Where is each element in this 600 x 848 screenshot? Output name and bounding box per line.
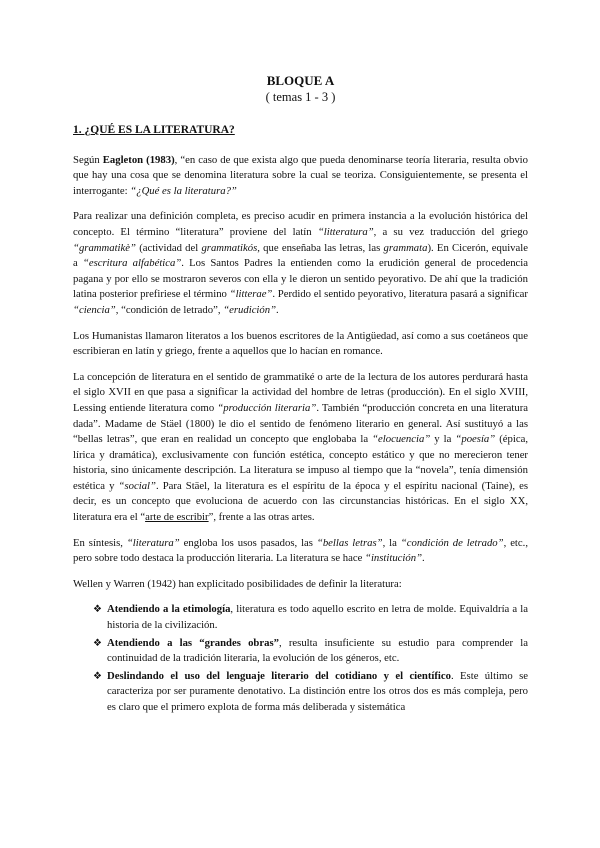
- text-run: . Perdido el sentido peyorativo, literatura pasará a significar: [272, 288, 528, 301]
- italic-term: “condición de letrado”: [400, 536, 504, 549]
- paragraph-5: [73, 536, 528, 567]
- text-run: , que enseñaba las letras, las: [257, 241, 384, 254]
- text-run: , etc., pero sobre todo destaca la producción literaria. La literatura se hace: [73, 536, 528, 565]
- page-subtitle: ( temas 1 - 3 ): [265, 90, 336, 104]
- list-item-lead: Atendiendo a la etimología: [107, 603, 231, 616]
- paragraph-4: [73, 370, 528, 526]
- paragraph-2: [73, 209, 528, 318]
- text-run: , la: [382, 536, 401, 549]
- diamond-bullet-icon: ❖: [93, 637, 102, 649]
- text-run: .: [276, 303, 279, 316]
- text-run: , a su vez traducción del griego: [373, 225, 528, 238]
- diamond-bullet-icon: ❖: [93, 670, 102, 682]
- italic-term: “ciencia”: [73, 303, 116, 316]
- text-run: ). En Cicerón, equivale a: [73, 241, 528, 270]
- list-item: [93, 669, 528, 716]
- text-run: La concepción de literatura en el sentido de grammatiké o arte de la lectura de los autores perdurará hasta el siglo XVII en que pasa a significar la actividad del hombre de letras (producción). En el siglo XVIII, Lessing entiende literatura como: [73, 370, 528, 414]
- text-run: . Los Santos Padres la entienden como la erudición general de procedencia pagana y por ello se mostraron severos con ella y le dieron un sentido peyorativo. De ahí que la tradición latina posterior prefiriese el término: [73, 257, 528, 301]
- text-run: ”, frente a las otras artes.: [208, 511, 315, 524]
- list-item-text: , literatura es todo aquello escrito en letra de molde. Equivaldría a la historia de la civilización.: [107, 603, 529, 632]
- paragraph-3: Los Humanistas llamaron literatos a los buenos escritores de la Antigüedad, así como a sus coetáneos que escribieran en latín y griego, frente a aquellos que lo hacían en romance.: [73, 329, 528, 358]
- document-page: [73, 72, 528, 718]
- text-run: , “condición de letrado”,: [115, 303, 224, 316]
- italic-term: “social”: [118, 479, 156, 492]
- list-item-lead: Deslindando el uso del lenguaje literario del cotidiano y el científico: [107, 669, 451, 682]
- list-item-lead: Atendiendo a las “grandes obras”: [107, 636, 279, 649]
- italic-term: grammatikós: [201, 241, 258, 254]
- italic-term: “producción literaria”: [217, 401, 317, 414]
- text-run: . También “producción concreta en una literatura dada”. Madame de Stäel (1800) le dio el sentido de fenómeno literario en general. Así sustituyó a las “bellas letras”, que eran en realidad un concepto que englobaba la: [73, 401, 529, 446]
- text-run: y la: [430, 433, 456, 446]
- italic-term: “erudición”: [223, 303, 277, 316]
- italic-term: “litteratura”: [317, 225, 374, 238]
- text-run: (épica, lírica y dramática), exclusivamente con función estética, concepto estático y que no merecieron tener historia, sino únicamente descripción. La literatura se impuso al tiempo que la “novela”, tenía dimensión estética y: [73, 433, 528, 492]
- paragraph-1: [73, 153, 528, 200]
- italic-term: “litterae”: [229, 288, 273, 301]
- italic-term: grammata: [383, 241, 428, 254]
- italic-term: “literatura”: [126, 536, 180, 549]
- italic-term: “escritura alfabética”: [82, 257, 182, 270]
- text-run: . Para Stäel, la literatura es el espíritu de la época y el espíritu nacional (Taine), es decir, es un concepto que evoluciona de acuerdo con las circunstancias históricas. En el siglo XX, literatura era el “: [73, 479, 529, 524]
- text-run: Para realizar una definición completa, es preciso acudir en primera instancia a la evolución histórica del concepto. El término “literatura” proviene del latín: [73, 210, 528, 238]
- section-heading: 1. ¿QUÉ ES LA LITERATURA?: [73, 124, 235, 136]
- text-run: engloba los usos pasados, las: [179, 536, 317, 549]
- italic-term: “elocuencia”: [372, 433, 431, 446]
- list-item-text: . Este último se caracteriza por ser puramente denotativo. La distinción entre los otros dos es más compleja, pero es claro que el primero explota de forma más deliberada y sistemática: [107, 669, 528, 713]
- list-item: [93, 602, 528, 633]
- definitions-list: [73, 602, 528, 715]
- text-run: En síntesis,: [73, 536, 127, 549]
- italic-term: “bellas letras”: [316, 536, 383, 549]
- author-citation: Eagleton (1983): [102, 153, 175, 166]
- list-item-text: , resulta insuficiente su estudio para comprender la continuidad de la tradición literaria, la evolución de los géneros, etc.: [107, 636, 528, 665]
- paragraph-6: Wellen y Warren (1942) han explicitado posibilidades de definir la literatura:: [73, 577, 402, 590]
- text-run: .: [422, 552, 425, 565]
- text-run: , “en caso de que exista algo que pueda denominarse teoría literaria, resulta obvio que hay una cosa que se denomina literatura sobre la cual se teoriza. Consiguientemente, se presenta el interrogante:: [73, 153, 528, 197]
- question-quote: “¿Qué es la literatura?”: [130, 184, 237, 197]
- diamond-bullet-icon: ❖: [93, 604, 102, 616]
- page-title: BLOQUE A: [266, 73, 335, 88]
- italic-term: “grammatikè”: [73, 241, 136, 254]
- text-run: Según: [73, 153, 103, 166]
- text-run: (actividad del: [135, 241, 202, 254]
- italic-term: “poesía”: [455, 433, 496, 446]
- underlined-term: arte de escribir: [145, 511, 209, 524]
- list-item: [93, 636, 528, 667]
- italic-term: “institución”: [365, 552, 423, 565]
